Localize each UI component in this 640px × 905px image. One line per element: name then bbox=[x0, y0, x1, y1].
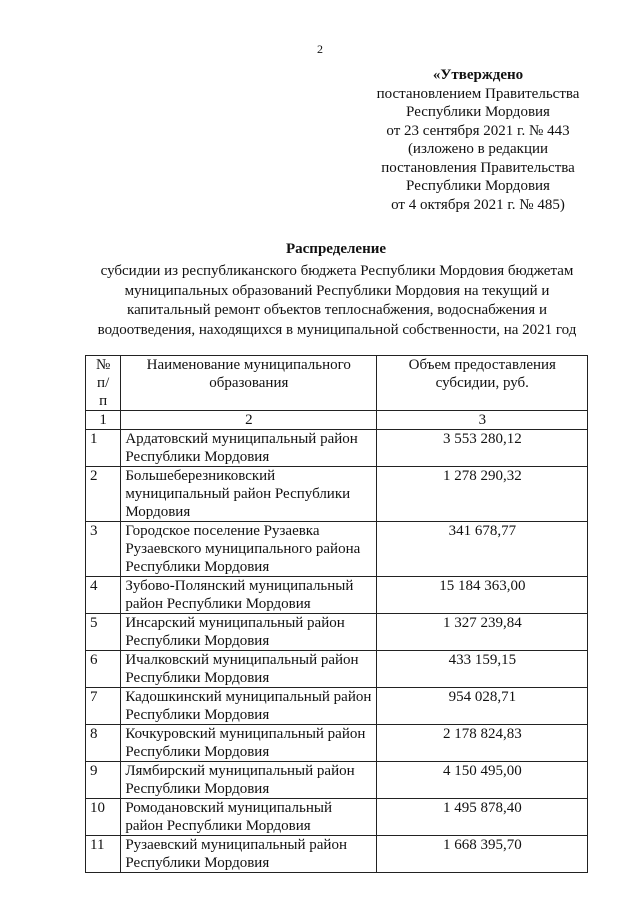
row-amount: 4 150 495,00 bbox=[377, 762, 588, 799]
row-name: Ичалковский муниципальный район Республики Мордовия bbox=[121, 651, 377, 688]
table-row bbox=[86, 577, 588, 614]
row-name: Кочкуровский муниципальный район Республики Мордовия bbox=[121, 725, 377, 762]
document-subtitle: субсидии из республиканского бюджета Республики Мордовия бюджетам муниципальных образований Республики Мордовия на текущий и капитальный ремонт объектов теплоснабжения, водоснабжения и водоотведения, находящихся в муниципальной собственности, на 2021 год bbox=[97, 263, 577, 338]
table-row bbox=[86, 522, 588, 577]
row-amount: 954 028,71 bbox=[377, 688, 588, 725]
row-amount: 1 495 878,40 bbox=[377, 799, 588, 836]
row-name: Городское поселение Рузаевка Рузаевского муниципального района Республики Мордовия bbox=[121, 522, 377, 577]
page-number: 2 bbox=[317, 42, 323, 56]
row-name: Ардатовский муниципальный район Республики Мордовия bbox=[121, 430, 377, 467]
row-amount: 1 278 290,32 bbox=[377, 467, 588, 522]
header-number: № п/п bbox=[86, 356, 121, 411]
approval-line: от 4 октября 2021 г. № 485) bbox=[391, 196, 565, 213]
table-colnum-row bbox=[86, 411, 588, 430]
row-name: Зубово-Полянский муниципальный район Республики Мордовия bbox=[121, 577, 377, 614]
row-number: 4 bbox=[86, 577, 121, 614]
table-row bbox=[86, 725, 588, 762]
header-amount: Объем предоставления субсидии, руб. bbox=[377, 356, 588, 411]
approval-line: Республики Мордовия bbox=[406, 178, 550, 194]
row-name: Большеберезниковский муниципальный район Республики Мордовия bbox=[121, 467, 377, 522]
row-number: 11 bbox=[86, 836, 121, 873]
table-row bbox=[86, 614, 588, 651]
table-row bbox=[86, 688, 588, 725]
approval-line: постановления Правительства bbox=[381, 159, 575, 176]
row-name: Кадошкинский муниципальный район Республики Мордовия bbox=[121, 688, 377, 725]
row-amount: 433 159,15 bbox=[377, 651, 588, 688]
row-amount: 2 178 824,83 bbox=[377, 725, 588, 762]
header-name: Наименование муниципального образования bbox=[121, 356, 377, 411]
table-row bbox=[86, 467, 588, 522]
approval-line: «Утверждено bbox=[432, 67, 524, 83]
row-name: Инсарский муниципальный район Республики Мордовия bbox=[121, 614, 377, 651]
colnum-2: 2 bbox=[121, 411, 377, 430]
table-row bbox=[86, 799, 588, 836]
row-amount: 1 668 395,70 bbox=[377, 836, 588, 873]
approval-line: (изложено в редакции bbox=[407, 141, 549, 157]
row-name: Лямбирский муниципальный район Республики Мордовия bbox=[121, 762, 377, 799]
row-number: 7 bbox=[86, 688, 121, 725]
approval-line: Республики Мордовия bbox=[406, 104, 550, 120]
row-amount: 1 327 239,84 bbox=[377, 614, 588, 651]
table-row bbox=[86, 762, 588, 799]
approval-line: постановлением Правительства bbox=[376, 85, 580, 102]
row-number: 10 bbox=[86, 799, 121, 836]
row-name: Рузаевский муниципальный район Республики Мордовия bbox=[121, 836, 377, 873]
document-title: Распределение bbox=[285, 241, 387, 257]
table-row bbox=[86, 651, 588, 688]
row-number: 6 bbox=[86, 651, 121, 688]
subsidy-table bbox=[85, 355, 588, 873]
row-amount: 15 184 363,00 bbox=[377, 577, 588, 614]
row-name: Ромодановский муниципальный район Республики Мордовия bbox=[121, 799, 377, 836]
row-number: 3 bbox=[86, 522, 121, 577]
approval-block bbox=[350, 66, 606, 214]
row-amount: 3 553 280,12 bbox=[377, 430, 588, 467]
row-number: 8 bbox=[86, 725, 121, 762]
table-header-row bbox=[86, 356, 588, 411]
table-row bbox=[86, 430, 588, 467]
row-number: 2 bbox=[86, 467, 121, 522]
colnum-1: 1 bbox=[86, 411, 121, 430]
table-row bbox=[86, 836, 588, 873]
row-number: 9 bbox=[86, 762, 121, 799]
row-number: 1 bbox=[86, 430, 121, 467]
row-number: 5 bbox=[86, 614, 121, 651]
approval-line: от 23 сентября 2021 г. № 443 bbox=[386, 122, 570, 139]
colnum-3: 3 bbox=[377, 411, 588, 430]
row-amount: 341 678,77 bbox=[377, 522, 588, 577]
